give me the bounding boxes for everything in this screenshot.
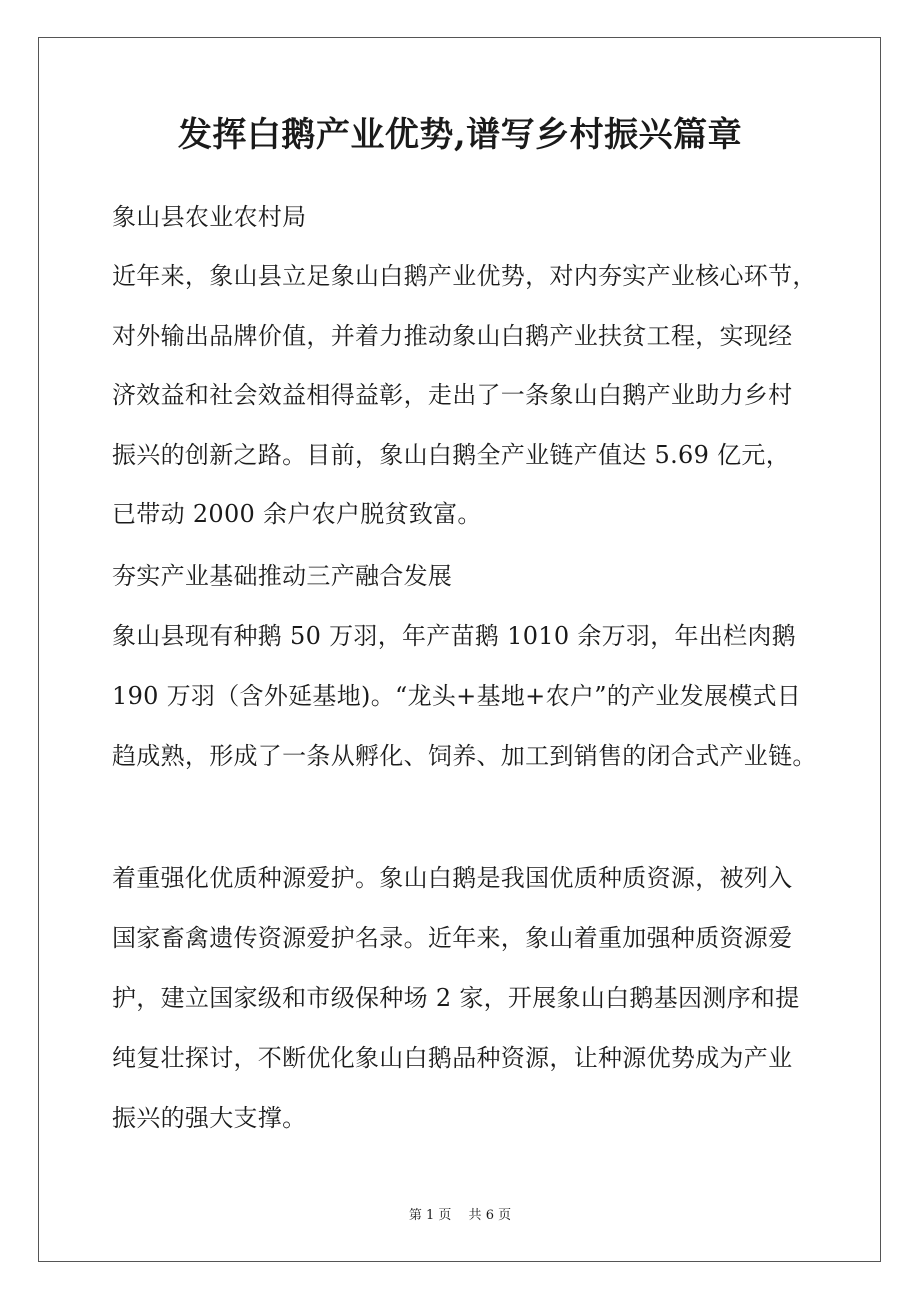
paragraph-3-line-3: 护，建立国家级和市级保种场 2 家，开展象山白鹅基因测序和提 [112, 984, 800, 1012]
section-heading: 夯实产业基础推动三产融合发展 [112, 562, 453, 590]
paragraph-3-line-4: 纯复壮探讨，不断优化象山白鹅品种资源，让种源优势成为产业 [112, 1044, 793, 1072]
paragraph-3-line-2: 国家畜禽遗传资源爱护名录。近年来，象山着重加强种质资源爱 [112, 924, 793, 952]
page-number-footer: 第 1 页 共 6 页 [408, 1208, 512, 1223]
paragraph-2-line-1: 象山县现有种鹅 50 万羽，年产苗鹅 1010 余万羽，年出栏肉鹅 [112, 622, 797, 650]
document-title: 发挥白鹅产业优势,谱写乡村振兴篇章 [177, 115, 743, 155]
paragraph-2-line-3: 趋成熟，形成了一条从孵化、饲养、加工到销售的闭合式产业链。 [112, 742, 817, 770]
paragraph-1-line-5: 已带动 2000 余户农户脱贫致富。 [112, 500, 482, 528]
author-line: 象山县农业农村局 [112, 203, 307, 231]
paragraph-1-line-1: 近年来，象山县立足象山白鹅产业优势，对内夯实产业核心环节， [112, 262, 817, 290]
paragraph-1-line-3: 济效益和社会效益相得益彰，走出了一条象山白鹅产业助力乡村 [112, 381, 793, 409]
paragraph-1-line-4: 振兴的创新之路。目前，象山白鹅全产业链产值达 5.69 亿元， [112, 441, 790, 469]
paragraph-3-line-1: 着重强化优质种源爱护。象山白鹅是我国优质种质资源，被列入 [112, 864, 793, 892]
paragraph-2-line-2: 190 万羽（含外延基地)。“龙头+基地+农户”的产业发展模式日 [112, 682, 802, 710]
paragraph-3-line-5: 振兴的强大支撑。 [112, 1104, 307, 1132]
paragraph-1-line-2: 对外输出品牌价值，并着力推动象山白鹅产业扶贫工程，实现经 [112, 322, 793, 350]
